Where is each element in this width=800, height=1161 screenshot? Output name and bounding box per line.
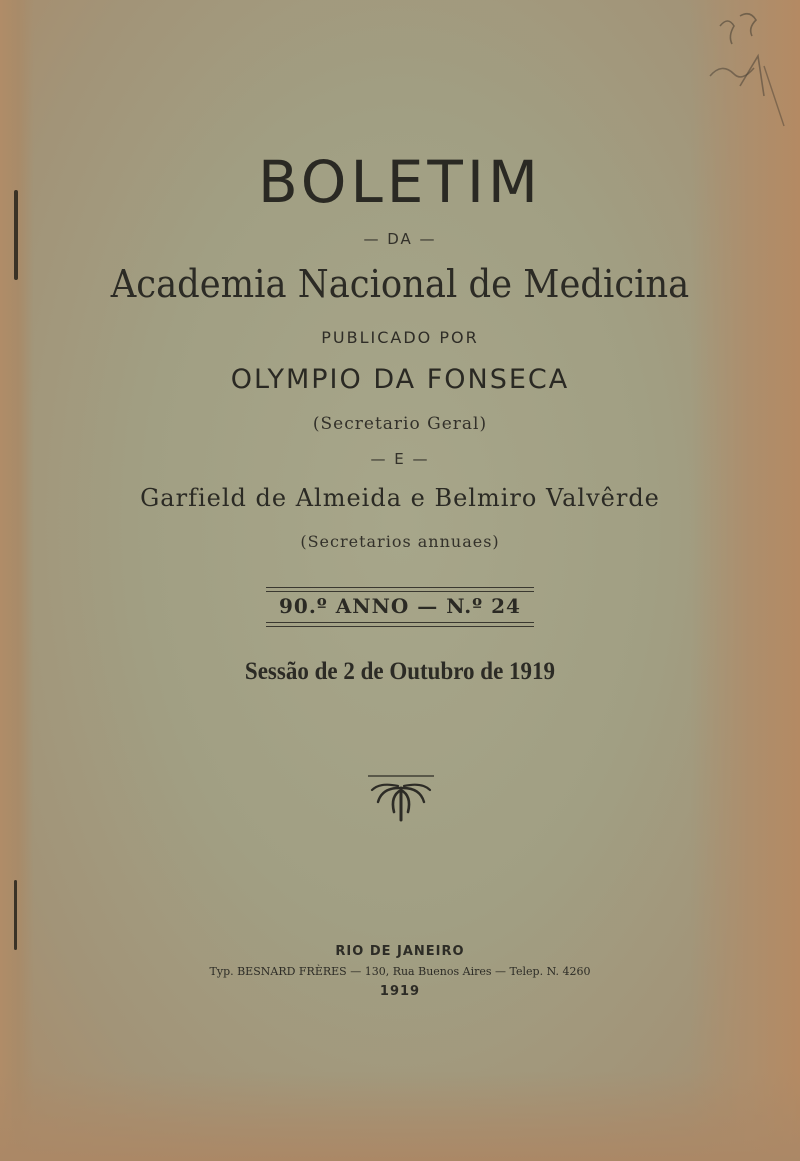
- and-line: — E —: [370, 450, 430, 468]
- pencil-annotation: [680, 6, 790, 136]
- issue-rule-top-1: [266, 587, 534, 588]
- session-date: Sessão de 2 de Outubro de 1919: [244, 658, 556, 685]
- published-by: PUBLICADO POR: [321, 328, 479, 347]
- issue-rule-top-2: [266, 591, 534, 592]
- editor-role: (Secretario Geral): [312, 414, 488, 434]
- title: BOLETIM: [258, 148, 542, 216]
- issue-rule-bottom-1: [266, 622, 534, 623]
- city: RIO DE JANEIRO: [335, 944, 465, 959]
- issue-number: 90.º ANNO — N.º 24: [279, 594, 521, 618]
- da-line: — DA —: [363, 230, 437, 248]
- editor-name: OLYMPIO DA FONSECA: [230, 364, 570, 395]
- aged-bottom-edge: [0, 1071, 800, 1161]
- co-editors-role: (Secretarios annuaes): [300, 532, 500, 551]
- institution-name: Academia Nacional de Medicina: [110, 262, 690, 306]
- printer-line: Typ. BESNARD FRÈRES — 130, Rua Buenos Aires — Telep. N. 4260: [209, 965, 591, 978]
- co-editors: Garfield de Almeida e Belmiro Valvêrde: [140, 484, 660, 512]
- fleuron-ornament-icon: [368, 774, 434, 824]
- binding-mark-bottom: [14, 880, 17, 950]
- publication-year: 1919: [379, 984, 421, 999]
- issue-rule-bottom-2: [266, 626, 534, 627]
